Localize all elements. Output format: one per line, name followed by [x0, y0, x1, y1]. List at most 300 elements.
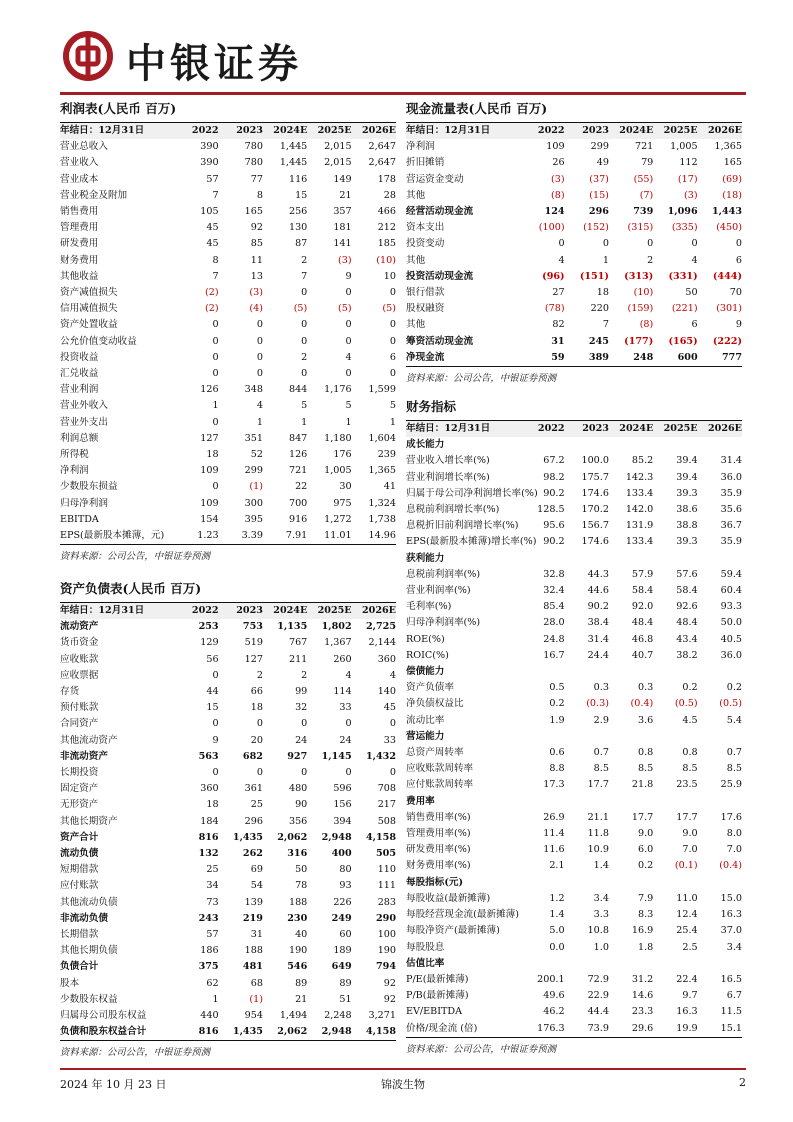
- table-cell: 0.0: [549, 941, 565, 953]
- table-cell: 7.9: [638, 892, 654, 904]
- table-cell: [653, 875, 697, 891]
- table-cell: 1,145: [321, 750, 352, 762]
- table-cell: 0.7: [593, 747, 609, 759]
- table-cell: 11.0: [676, 892, 698, 904]
- row-label: 年结日：12月31日: [60, 603, 174, 619]
- table-cell: 777: [721, 351, 742, 363]
- table-row: [60, 830, 396, 846]
- table-cell: 0: [256, 319, 263, 331]
- table-cell: 111: [377, 880, 396, 892]
- table-cell: [565, 729, 609, 745]
- table-cell: 25.9: [720, 779, 742, 791]
- table-cell: 361: [244, 783, 263, 795]
- table-cell: 767: [288, 637, 308, 649]
- table-cell: 5.0: [549, 925, 565, 937]
- table-cell: 0.2: [638, 860, 654, 872]
- table-cell: 296: [588, 206, 609, 218]
- row-label: 流动资产: [60, 621, 99, 633]
- table-cell: 2023: [565, 421, 609, 437]
- row-label: ROIC(%): [406, 649, 449, 661]
- table-cell: (7): [639, 189, 654, 201]
- row-label: 净利润: [406, 141, 435, 153]
- table-cell: 440: [200, 1010, 219, 1022]
- table-cell: 112: [679, 157, 698, 169]
- table-cell: 28: [383, 189, 396, 201]
- table-cell: 1.4: [549, 909, 565, 921]
- page-header: [62, 28, 752, 87]
- table-cell: 90.2: [543, 487, 565, 499]
- table-cell: 2,015: [324, 157, 352, 169]
- table-row: [406, 470, 742, 486]
- table-row: [406, 269, 742, 285]
- table-cell: 721: [288, 465, 308, 477]
- table-cell: 262: [242, 848, 263, 860]
- table-cell: 40.5: [720, 633, 742, 645]
- table-cell: [653, 551, 697, 567]
- balance-panel: [60, 580, 396, 1058]
- table-cell: 73.9: [587, 1022, 609, 1034]
- table-cell: 3.3: [593, 909, 609, 921]
- table-cell: 0: [647, 238, 654, 250]
- cashflow-panel: [406, 100, 742, 384]
- table-cell: 114: [333, 686, 352, 698]
- table-cell: (4): [249, 303, 263, 315]
- table-row: [60, 139, 396, 155]
- table-cell: 99: [295, 686, 308, 698]
- row-label: 营业利润增长率(%): [406, 471, 490, 483]
- table-row: [60, 1008, 396, 1024]
- table-cell: 299: [244, 465, 263, 477]
- table-cell: 31.4: [720, 455, 742, 467]
- table-row: [60, 635, 396, 651]
- table-cell: 1,738: [368, 513, 396, 525]
- table-cell: [520, 551, 564, 567]
- table-cell: 2,647: [368, 141, 396, 153]
- table-cell: 10.9: [587, 844, 609, 856]
- row-label: 营业税金及附加: [60, 189, 128, 201]
- table-cell: 1.4: [593, 860, 609, 872]
- table-cell: 390: [200, 157, 219, 169]
- table-cell: 100.0: [581, 455, 609, 467]
- table-cell: 58.4: [676, 585, 698, 597]
- table-cell: 156: [333, 799, 352, 811]
- table-cell: (444): [712, 270, 742, 282]
- row-label: 货币资金: [60, 637, 99, 649]
- income-source: 资料来源：公司公告，中银证券预测: [60, 551, 211, 563]
- table-cell: 1.9: [549, 714, 565, 726]
- table-cell: 8.0: [726, 828, 742, 840]
- table-row: [60, 172, 396, 188]
- table-cell: 3.39: [241, 530, 263, 542]
- table-cell: (18): [722, 189, 742, 201]
- table-row: [406, 842, 742, 858]
- table-cell: 2: [647, 254, 654, 266]
- table-cell: 348: [244, 384, 263, 396]
- table-cell: 28.0: [543, 617, 565, 629]
- table-cell: 1,432: [365, 750, 396, 762]
- table-cell: 130: [288, 222, 308, 234]
- table-row: [406, 615, 742, 631]
- table-cell: 90.2: [543, 536, 565, 548]
- row-label: 归属于母公司净利润增长率(%): [406, 487, 538, 499]
- table-row: [406, 236, 742, 252]
- table-row: [406, 486, 742, 502]
- table-row: [406, 1004, 742, 1020]
- table-cell: 142.0: [625, 504, 654, 516]
- table-cell: 219: [242, 912, 263, 924]
- table-row: [60, 878, 396, 894]
- table-cell: 133.4: [625, 536, 654, 548]
- table-cell: 357: [333, 206, 352, 218]
- table-cell: 11.4: [543, 828, 565, 840]
- table-cell: 190: [288, 945, 308, 957]
- income-title: 利润表(人民币 百万): [60, 101, 177, 116]
- table-cell: 0.3: [638, 682, 654, 694]
- table-cell: 0: [256, 718, 263, 730]
- table-cell: [653, 437, 697, 453]
- table-cell: 2025E: [653, 421, 697, 437]
- table-cell: 80: [339, 864, 352, 876]
- table-cell: 69: [250, 864, 263, 876]
- table-cell: 57: [206, 173, 219, 185]
- table-cell: 39.4: [676, 455, 698, 467]
- row-label: 营业外支出: [60, 416, 108, 428]
- table-cell: 2023: [219, 603, 263, 619]
- table-cell: 4: [558, 254, 565, 266]
- table-cell: (8): [639, 319, 654, 331]
- row-label: 银行借款: [406, 287, 445, 299]
- table-cell: 6.0: [638, 844, 654, 856]
- table-cell: 249: [331, 912, 352, 924]
- table-cell: 2022: [174, 123, 218, 139]
- table-row: [60, 398, 396, 414]
- table-cell: [698, 729, 742, 745]
- row-label: 归母净利润: [60, 497, 108, 509]
- row-label: 资产负债率: [406, 682, 454, 694]
- table-cell: (69): [722, 173, 742, 185]
- table-cell: 32.4: [543, 585, 565, 597]
- row-label: P/B(最新摊薄): [406, 990, 469, 1002]
- table-row: [60, 463, 396, 479]
- table-cell: (3): [551, 173, 565, 185]
- table-row: [60, 285, 396, 301]
- table-cell: [698, 875, 742, 891]
- table-cell: 360: [200, 783, 219, 795]
- row-label: 应付账款: [60, 880, 99, 892]
- table-cell: 375: [198, 961, 219, 973]
- table-cell: 243: [198, 912, 219, 924]
- table-cell: 1: [212, 400, 219, 412]
- table-cell: 1,599: [368, 384, 396, 396]
- table-cell: 33: [339, 702, 352, 714]
- page-number: 2: [739, 1076, 746, 1089]
- cashflow-title: 现金流量表(人民币 百万): [406, 101, 548, 116]
- table-cell: 109: [200, 465, 219, 477]
- table-header-row: [406, 123, 742, 139]
- table-row: [406, 794, 742, 810]
- row-label: 股权融资: [406, 303, 445, 315]
- row-label: 所得税: [60, 449, 89, 461]
- row-label: 公允价值变动收益: [60, 335, 137, 347]
- table-cell: 975: [333, 497, 352, 509]
- table-cell: 5: [345, 400, 352, 412]
- table-cell: 129: [200, 637, 219, 649]
- table-cell: 15.1: [720, 1022, 742, 1034]
- income-table: [60, 123, 396, 544]
- table-cell: 390: [200, 141, 219, 153]
- table-cell: 26.9: [543, 811, 565, 823]
- table-cell: 17.7: [676, 811, 698, 823]
- table-cell: 46.8: [631, 633, 654, 645]
- table-cell: 3.4: [726, 941, 742, 953]
- table-cell: 37.0: [720, 925, 742, 937]
- table-cell: 4: [389, 669, 396, 681]
- table-cell: 2023: [219, 123, 263, 139]
- table-cell: 2026E: [352, 603, 396, 619]
- table-cell: (0.4): [719, 860, 742, 872]
- table-row: [60, 512, 396, 528]
- table-row: [406, 437, 742, 453]
- table-cell: 176.3: [537, 1022, 565, 1034]
- table-cell: 38.4: [587, 617, 609, 629]
- table-cell: (165): [668, 335, 698, 347]
- table-cell: 15: [295, 189, 308, 201]
- table-row: [60, 797, 396, 813]
- table-cell: 6: [735, 254, 742, 266]
- row-label: 资产合计: [60, 831, 99, 843]
- table-row: [60, 236, 396, 252]
- table-cell: 38.2: [676, 649, 698, 661]
- table-cell: 296: [244, 815, 263, 827]
- table-cell: 85: [250, 238, 263, 250]
- table-cell: 18: [596, 287, 609, 299]
- table-cell: 480: [288, 783, 308, 795]
- row-label: 利润总额: [60, 432, 99, 444]
- table-cell: 954: [244, 1010, 263, 1022]
- table-cell: 0: [256, 767, 263, 779]
- divider: [406, 1037, 742, 1038]
- table-cell: 17.7: [587, 779, 609, 791]
- table-cell: 52: [250, 449, 263, 461]
- table-cell: 18: [206, 449, 219, 461]
- table-cell: 2,725: [365, 621, 396, 633]
- table-cell: 44.3: [587, 568, 609, 580]
- table-cell: 0: [212, 351, 219, 363]
- table-cell: 31.2: [631, 973, 654, 985]
- table-row: [60, 976, 396, 992]
- row-label: 营业利润: [60, 384, 99, 396]
- table-cell: 0: [256, 368, 263, 380]
- row-label: 负债合计: [60, 961, 99, 973]
- table-row: [406, 534, 742, 550]
- table-cell: 721: [634, 141, 654, 153]
- table-cell: [520, 794, 564, 810]
- table-cell: 0: [301, 767, 308, 779]
- table-cell: 127: [244, 653, 263, 665]
- table-row: [60, 943, 396, 959]
- row-label: 非流动负债: [60, 912, 108, 924]
- table-cell: 7.0: [726, 844, 742, 856]
- table-row: [60, 350, 396, 366]
- table-row: [60, 447, 396, 463]
- row-label: 每股股息: [406, 941, 445, 953]
- table-cell: 58.4: [631, 585, 654, 597]
- ratios-panel: [406, 398, 742, 1055]
- table-cell: 87: [295, 238, 308, 250]
- table-cell: 46.2: [543, 1006, 565, 1018]
- table-cell: 1: [389, 416, 396, 428]
- table-cell: 92.6: [676, 601, 698, 613]
- table-cell: 211: [288, 653, 308, 665]
- table-cell: 563: [198, 750, 219, 762]
- table-cell: 1,365: [714, 141, 742, 153]
- table-cell: 16.3: [676, 1006, 698, 1018]
- table-cell: 2025E: [307, 603, 351, 619]
- table-cell: 78: [295, 880, 308, 892]
- table-cell: 59: [551, 351, 565, 363]
- table-cell: 18: [250, 702, 263, 714]
- table-cell: (96): [542, 270, 565, 282]
- table-cell: 41: [383, 481, 396, 493]
- table-cell: 1,445: [279, 141, 308, 153]
- table-cell: 176: [333, 449, 352, 461]
- table-row: [60, 668, 396, 684]
- table-cell: 156.7: [581, 520, 609, 532]
- table-cell: [653, 664, 697, 680]
- table-cell: 290: [375, 912, 396, 924]
- table-cell: 190: [377, 945, 396, 957]
- table-cell: 1.8: [638, 941, 654, 953]
- table-cell: 927: [287, 750, 308, 762]
- table-row: [60, 155, 396, 171]
- table-row: [60, 253, 396, 269]
- table-cell: 92: [383, 977, 396, 989]
- table-cell: 739: [633, 206, 654, 218]
- table-cell: 2: [301, 254, 308, 266]
- table-row: [60, 619, 396, 635]
- row-label: 销售费用: [60, 206, 99, 218]
- table-cell: 394: [333, 815, 352, 827]
- table-cell: (151): [579, 270, 609, 282]
- table-cell: 21: [295, 993, 308, 1005]
- row-label: 其他长期资产: [60, 815, 118, 827]
- row-label: 其他长期负债: [60, 945, 118, 957]
- table-cell: 256: [288, 206, 308, 218]
- row-label: 息税前利润率(%): [406, 568, 481, 580]
- table-row: [60, 992, 396, 1008]
- table-cell: 200.1: [537, 973, 565, 985]
- table-cell: 2,948: [321, 831, 352, 843]
- table-cell: [565, 956, 609, 972]
- table-cell: 1,435: [232, 1026, 263, 1038]
- table-cell: 18: [206, 799, 219, 811]
- row-label: 每股收益(最新摊薄): [406, 892, 491, 904]
- row-label: EBITDA: [60, 513, 99, 525]
- table-cell: (5): [382, 303, 396, 315]
- table-cell: 22: [295, 481, 308, 493]
- table-row: [60, 814, 396, 830]
- table-cell: 25.4: [676, 925, 698, 937]
- row-label: 折旧摊销: [406, 157, 445, 169]
- row-label: 毛利率(%): [406, 601, 452, 613]
- row-label: EPS(最新股本摊薄)增长率(%): [406, 536, 537, 548]
- row-label: 资产减值损失: [60, 287, 118, 299]
- table-cell: 3,271: [368, 1010, 396, 1022]
- table-cell: 44: [206, 686, 219, 698]
- table-cell: 11.5: [720, 1006, 742, 1018]
- row-label: 其他流动负债: [60, 896, 118, 908]
- table-cell: (331): [668, 270, 698, 282]
- table-cell: 17.7: [631, 811, 654, 823]
- table-row: [60, 431, 396, 447]
- table-row: [60, 220, 396, 236]
- table-cell: (2): [205, 287, 219, 299]
- table-cell: 22.4: [676, 973, 698, 985]
- row-label: 应收账款: [60, 653, 99, 665]
- table-cell: 15.0: [720, 892, 742, 904]
- balance-source: 资料来源：公司公告，中银证券预测: [60, 1047, 211, 1059]
- table-cell: [609, 551, 653, 567]
- table-cell: 2,647: [368, 157, 396, 169]
- table-cell: [698, 551, 742, 567]
- table-cell: 0: [389, 319, 396, 331]
- table-cell: 10.8: [587, 925, 609, 937]
- table-cell: (5): [293, 303, 308, 315]
- row-label: 股本: [60, 977, 80, 989]
- table-cell: 6.7: [726, 990, 742, 1002]
- ratios-source: 资料来源：公司公告，中银证券预测: [406, 1043, 557, 1055]
- table-cell: 92.0: [631, 601, 654, 613]
- table-cell: 4,158: [365, 1026, 396, 1038]
- table-cell: 300: [244, 497, 263, 509]
- table-cell: 19.9: [676, 1022, 698, 1034]
- table-cell: (100): [538, 222, 565, 234]
- row-label: 营运能力: [406, 730, 445, 742]
- table-cell: 31: [250, 929, 263, 941]
- income-panel: [60, 100, 396, 562]
- table-cell: 7: [301, 270, 308, 282]
- table-row: [406, 826, 742, 842]
- table-cell: 389: [588, 351, 609, 363]
- table-row: [60, 366, 396, 382]
- table-cell: 93: [339, 880, 352, 892]
- table-row: [60, 204, 396, 220]
- table-cell: 0: [301, 287, 308, 299]
- row-label: 销售费用率(%): [406, 811, 471, 823]
- table-cell: 4.5: [682, 714, 698, 726]
- table-cell: 0: [301, 718, 308, 730]
- row-label: 预付账款: [60, 702, 99, 714]
- table-cell: (55): [633, 173, 654, 185]
- table-cell: 72.9: [587, 973, 609, 985]
- table-cell: 67.2: [543, 455, 565, 467]
- table-cell: [609, 437, 653, 453]
- table-cell: 14.6: [631, 990, 654, 1002]
- table-cell: 794: [375, 961, 396, 973]
- table-cell: (221): [671, 303, 698, 315]
- table-cell: (3): [684, 189, 698, 201]
- table-cell: 5.4: [726, 714, 742, 726]
- table-cell: 8.5: [593, 763, 609, 775]
- table-cell: 140: [377, 686, 396, 698]
- table-cell: 239: [377, 449, 396, 461]
- table-cell: 13: [250, 270, 263, 282]
- table-row: [406, 891, 742, 907]
- table-cell: 6: [691, 319, 698, 331]
- table-cell: 816: [198, 1026, 219, 1038]
- table-cell: 60: [339, 929, 352, 941]
- table-cell: 36.7: [720, 520, 742, 532]
